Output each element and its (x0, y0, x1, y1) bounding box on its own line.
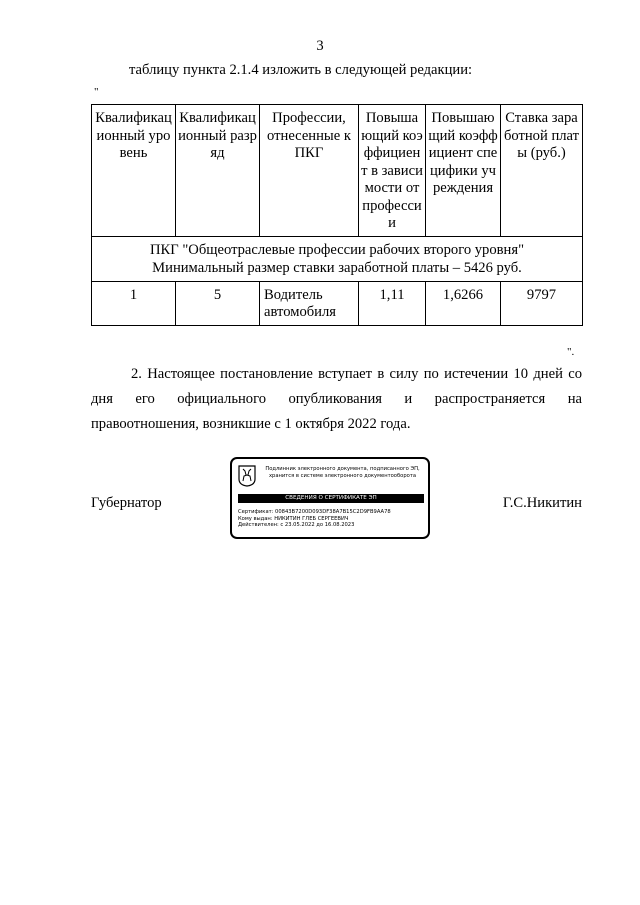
stamp-header-bar: СВЕДЕНИЯ О СЕРТИФИКАТЕ ЭП (238, 494, 424, 503)
signatory-name: Г.С.Никитин (502, 495, 582, 511)
table-group-row (92, 236, 583, 281)
table-header-cell: Повышающий коэффициент в зависимости от профессии (359, 105, 426, 237)
page-number: 3 (316, 38, 324, 54)
table-cell: 1,11 (359, 281, 426, 325)
table-header-cell: Квалификационный разряд (176, 105, 260, 237)
table-cell: 9797 (501, 281, 583, 325)
table-header-cell: Квалификационный уровень (92, 105, 176, 237)
stamp-note-line: хранится в системе электронного документооборота (268, 472, 417, 479)
stamp-certificate: Сертификат: 00843B7200D093DF38A7B15C2D9FB9AA78 (238, 509, 391, 515)
paragraph-2-line-2: дня его официального опубликования и распространяется на (91, 391, 582, 407)
stamp-details (238, 509, 426, 529)
table-header-row (92, 105, 583, 237)
paragraph-2-line-1: 2. Настоящее постановление вступает в силу по истечении 10 дней со (131, 366, 582, 382)
stamp-validity: Действителен: с 23.05.2022 до 16.08.2023 (238, 522, 355, 529)
paragraph-2 (91, 362, 582, 437)
table-cell: 1 (92, 281, 176, 325)
table-cell: Водитель автомобиля (260, 281, 359, 325)
table-cell: 1,6266 (426, 281, 501, 325)
signatory-title: Губернатор (91, 495, 162, 511)
e-signature-stamp (230, 457, 430, 539)
intro-text: таблицу пункта 2.1.4 изложить в следующей редакции: (129, 62, 473, 78)
paragraph-2-line-3: правоотношения, возникшие с 1 октября 2022 года. (91, 416, 411, 432)
table-row (92, 281, 583, 325)
stamp-owner: Кому выдан: НИКИТИН ГЛЕБ СЕРГЕЕВИЧ (238, 515, 349, 522)
stamp-note (260, 466, 425, 479)
table-header-cell: Повышающий коэффициент специфики учреждения (426, 105, 501, 237)
close-quote: ". (567, 346, 575, 358)
table-cell: 5 (176, 281, 260, 325)
table-header-cell: Ставка заработной платы (руб.) (501, 105, 583, 237)
group-cell (92, 236, 583, 281)
group-min-rate: Минимальный размер ставки заработной платы – 5426 руб. (152, 259, 522, 276)
group-title: ПКГ "Общеотраслевые профессии рабочих второго уровня" (149, 241, 525, 258)
stamp-note-line: Подлинник электронного документа, подписанного ЭП, (265, 466, 420, 472)
deer-coat-of-arms-icon (238, 465, 256, 487)
salary-table (91, 104, 583, 326)
table-header-cell: Профессии, отнесенные к ПКГ (260, 105, 359, 237)
open-quote: " (94, 86, 99, 98)
